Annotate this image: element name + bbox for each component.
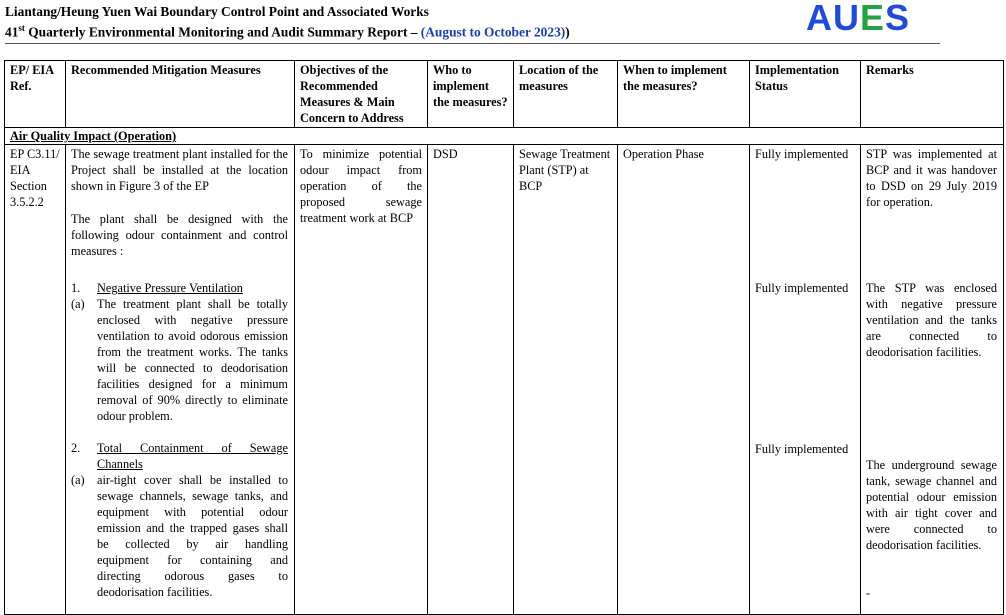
remark-3: The underground sewage tank, sewage channel and potential odour emission with air tight cover and were connected to deodorisation facilities. xyxy=(866,458,997,552)
remark-4: - xyxy=(866,586,871,600)
item-2a-label: (a) xyxy=(71,473,85,487)
mitigation-item-2 xyxy=(71,440,288,600)
subtitle-ordinal: st xyxy=(18,23,25,33)
remark-1: STP was implemented at BCP and it was handover to DSD on 29 July 2019 for operation. xyxy=(866,147,997,209)
col-mitigation: Recommended Mitigation Measures xyxy=(66,61,295,128)
status-3: Fully implemented xyxy=(755,442,849,456)
report-subtitle xyxy=(5,20,570,40)
remarks-cell xyxy=(861,145,1004,615)
col-status: Implementation Status xyxy=(750,61,861,128)
report-period: (August to October 2023) xyxy=(420,24,566,40)
item-2-number: 2. xyxy=(71,441,81,455)
subtitle-text: Quarterly Environmental Monitoring and Audit Summary Report – xyxy=(24,24,421,40)
ref-cell: EP C3.11/ EIA Section 3.5.2.2 xyxy=(5,145,66,615)
mitigation-para-1: The sewage treatment plant installed for the Project shall be installed at the location shown in Figure 3 of the EP xyxy=(71,147,288,193)
subtitle-close: ) xyxy=(565,24,570,40)
status-2: Fully implemented xyxy=(755,281,849,295)
table-header-row xyxy=(5,61,1004,128)
logo-part-au: AU xyxy=(806,0,860,38)
mitigation-cell xyxy=(66,145,295,615)
item-1-number: 1. xyxy=(71,281,81,295)
who-cell: DSD xyxy=(428,145,514,615)
aues-logo xyxy=(806,0,910,38)
status-1: Fully implemented xyxy=(755,147,849,161)
section-title: Air Quality Impact (Operation) xyxy=(5,128,1004,145)
item-2-title: Total Containment of Sewage Channels xyxy=(97,441,288,471)
when-cell: Operation Phase xyxy=(618,145,750,615)
item-1a-label: (a) xyxy=(71,297,85,311)
logo-part-s: S xyxy=(885,0,911,38)
mitigation-para-2: The plant shall be designed with the following odour containment and control measures : xyxy=(71,212,288,258)
location-cell: Sewage Treatment Plant (STP) at BCP xyxy=(514,145,618,615)
col-remarks: Remarks xyxy=(861,61,1004,128)
subtitle-number: 41 xyxy=(5,24,19,40)
mitigation-item-1 xyxy=(71,280,288,424)
status-cell xyxy=(750,145,861,615)
objective-cell: To minimize potential odour impact from operation of the proposed sewage treatment work at BCP xyxy=(295,145,428,615)
header-divider xyxy=(5,43,940,44)
item-2a-text: air-tight cover shall be installed to sewage channels, sewage tanks, and equipment with potential odour emission and the trapped gases shall be collected by air handling equipment for containing and directing odorous gases to deodorisation facilities. xyxy=(97,473,288,599)
col-when: When to implement the measures? xyxy=(618,61,750,128)
project-title: Liantang/Heung Yuen Wai Boundary Control Point and Associated Works xyxy=(5,4,429,19)
item-1-title: Negative Pressure Ventilation xyxy=(97,281,243,295)
item-1a-text: The treatment plant shall be totally enclosed with negative pressure ventilation to avoid odorous emission from the treatment works. The tanks will be connected to deodorisation facilities designed for a minimum removal of 90% directly to eliminate odour problem. xyxy=(97,297,288,423)
col-objectives: Objectives of the Recommended Measures & Main Concern to Address xyxy=(295,61,428,128)
table-row xyxy=(5,145,1004,615)
mitigation-table xyxy=(4,60,1004,615)
report-header xyxy=(5,3,570,40)
col-who: Who to implement the measures? xyxy=(428,61,514,128)
col-location: Location of the measures xyxy=(514,61,618,128)
col-ref: EP/ EIA Ref. xyxy=(5,61,66,128)
remark-2: The STP was enclosed with negative pressure ventilation and the tanks are connected to deodorisation facilities. xyxy=(866,281,997,359)
section-row xyxy=(5,128,1004,145)
logo-part-e: E xyxy=(860,0,886,38)
